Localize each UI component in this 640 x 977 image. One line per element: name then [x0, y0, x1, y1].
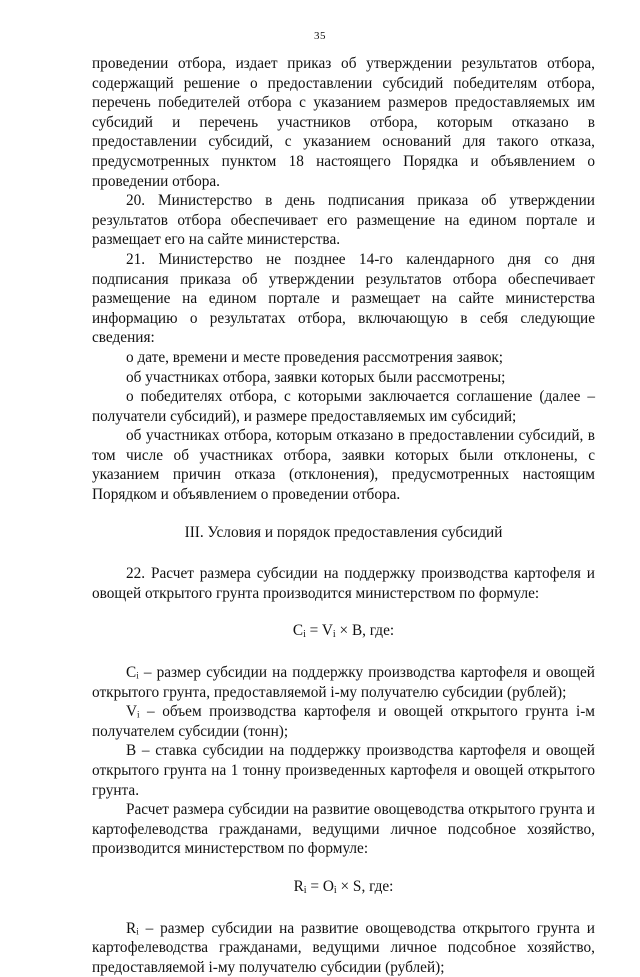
formula-r: $R_i = O_i \times S$, где:	[293, 877, 394, 896]
paragraph-19-continuation: проведении отбора, издает приказ об утверждении результатов отбора, содержащий решение о предоставлении субсидий победителям отбора, перечень победителей отбора с указанием размеров предоставляемых им субсидий и перечень участников отбора, которым отказано в предоставлении субсидий, с указанием оснований для такого отказа, предусмотренных пунктом 18 настоящего Порядка и объявлением о проведении отбора.	[92, 55, 595, 190]
list-item-participants: об участниках отбора, заявки которых были рассмотрены;	[126, 368, 506, 386]
paragraph-20: 20. Министерство в день подписания приказа об утверждении результатов отбора обеспечивает его размещение на едином портале и размещает его на сайте министерства.	[92, 192, 595, 249]
list-item-rejected: об участниках отбора, которым отказано в предоставлении субсидий, в том числе об участниках отбора, заявки которых были отклонены, с указанием причин отказа (отклонения), предусмотренных настоящим Порядком и объявлением о проведении отбора.	[92, 427, 595, 504]
paragraph-22: 22. Расчет размера субсидии на поддержку производства картофеля и овощей открытого грунта производится министерством по формуле:	[92, 565, 595, 602]
list-item-date: о дате, времени и месте проведения рассмотрения заявок;	[126, 348, 504, 366]
document-body	[92, 54, 595, 977]
formula-c: $C_i = V_i \times B$, где:	[292, 622, 395, 641]
page-number: 35	[314, 30, 326, 42]
definition-v: Vᵢ – объем производства картофеля и овощей открытого грунта i-м получателем субсидии (тонн);	[92, 703, 595, 740]
definition-r: Rᵢ – размер субсидии на развитие овощеводства открытого грунта и картофелеводства гражданами, ведущими личное подсобное хозяйство, предоставляемой i-му получателю субсидии (рублей);	[92, 919, 595, 976]
paragraph-21: 21. Министерство не позднее 14-го календарного дня со дня подписания приказа об утверждении результатов отбора обеспечивает размещение на едином портале и размещает на сайте министерства информацию о результатах отбора, включающую в себя следующие сведения:	[92, 250, 595, 347]
definition-c: Cᵢ – размер субсидии на поддержку производства картофеля и овощей открытого грунта, предоставляемой i-му получателю субсидии (рублей);	[92, 664, 595, 701]
section-heading: III. Условия и порядок предоставления субсидий	[184, 523, 503, 541]
paragraph-calc-2: Расчет размера субсидии на развитие овощеводства открытого грунта и картофелеводства гражданами, ведущими личное подсобное хозяйство, производится министерством по формуле:	[92, 801, 595, 858]
definition-b: B – ставка субсидии на поддержку производства картофеля и овощей открытого грунта на 1 тонну произведенных картофеля и овощей открытого грунта.	[92, 742, 595, 799]
list-item-winners: о победителях отбора, с которыми заключается соглашение (далее – получатели субсидий), и размере предоставляемых им субсидий;	[92, 388, 595, 425]
